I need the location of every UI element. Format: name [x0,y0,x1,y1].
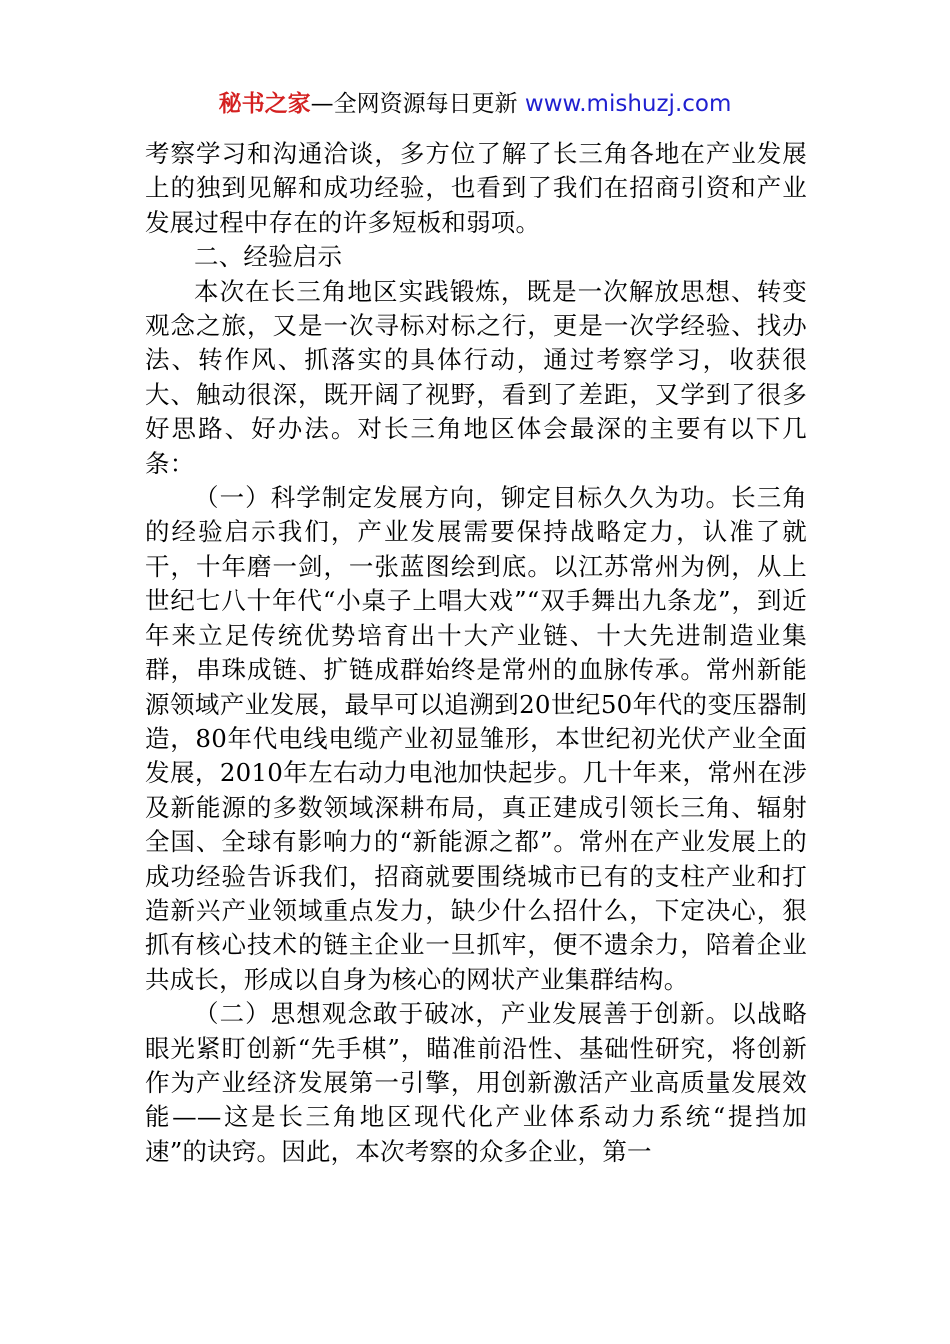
header-slogan: —全网资源每日更新 [310,91,518,117]
paragraph-point-one: （一）科学制定发展方向，铆定目标久久为功。长三角的经验启示我们，产业发展需要保持战略定力，认准了就干，十年磨一剑，一张蓝图绘到底。以江苏常州为例，从上世纪七八十年代“小桌子上唱大戏”“双手舞出九条龙”，到近年来立足传统优势培育出十大产业链、十大先进制造业集群，串珠成链、扩链成群始终是常州的血脉传承。常州新能源领域产业发展，最早可以追溯到20世纪50年代的变压器制造，80年代电线电缆产业初显雏形，本世纪初光伏产业全面发展，2010年左右动力电池加快起步。几十年来，常州在涉及新能源的多数领域深耕布局，真正建成引领长三角、辐射全国、全球有影响力的“新能源之都”。常州在产业发展上的成功经验告诉我们，招商就要围绕城市已有的支柱产业和打造新兴产业领域重点发力，缺少什么招什么，下定决心，狠抓有核心技术的链主企业一旦抓牢，便不遗余力，陪着企业共成长，形成以自身为核心的网状产业集群结构。 [145,483,807,994]
brand-name: 秘书之家 [218,91,311,117]
paragraph-point-two: （二）思想观念敢于破冰，产业发展善于创新。以战略眼光紧盯创新“先手棋”，瞄准前沿性、基础性研究，将创新作为产业经济发展第一引擎，用创新激活产业高质量发展效能——这是长三角地区现代化产业体系动力系统“提挡加速”的诀窍。因此，本次考察的众多企业，第一 [145,999,807,1166]
paragraph-continuation: 考察学习和沟通洽谈，多方位了解了长三角各地在产业发展上的独到见解和成功经验，也看到了我们在招商引资和产业发展过程中存在的许多短板和弱项。 [145,139,807,237]
section-heading-experience: 二、经验启示 [194,242,343,272]
document-body [145,137,807,1169]
paragraph-intro: 本次在长三角地区实践锻炼，既是一次解放思想、转变观念之旅，又是一次寻标对标之行，更是一次学经验、找办法、转作风、抓落实的具体行动，通过考察学习，收获很大、触动很深，既开阔了视野，看到了差距，又学到了很多好思路、好办法。对长三角地区体会最深的主要有以下几条： [145,276,807,478]
page-header [0,86,950,122]
site-url-link[interactable]: www.mishuzj.com [524,91,732,117]
